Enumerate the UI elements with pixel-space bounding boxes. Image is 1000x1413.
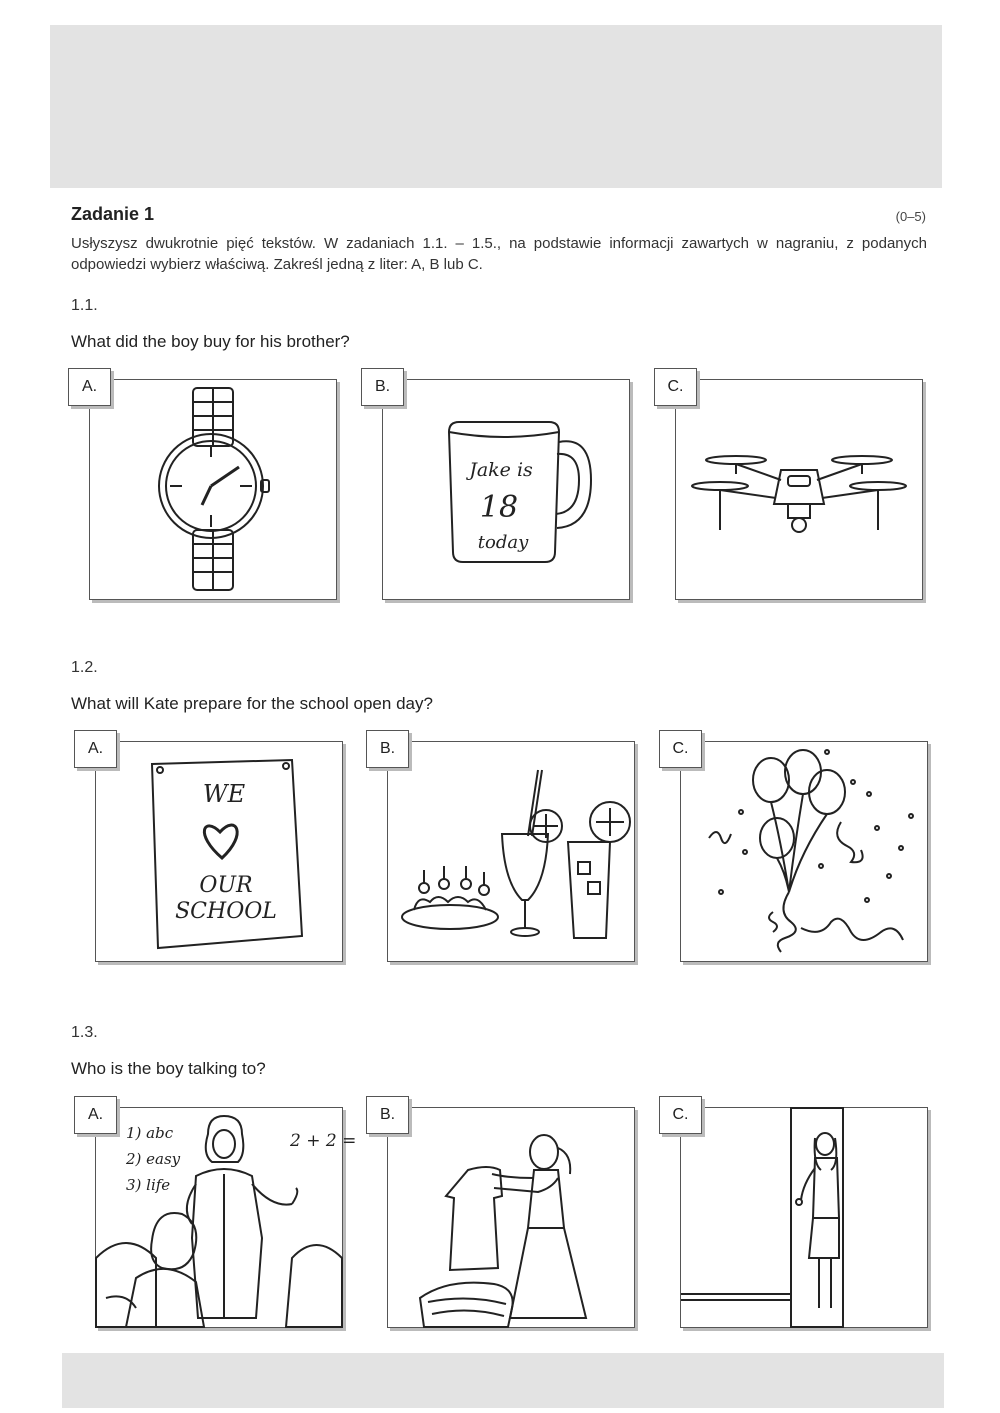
board-line-2: 2) easy — [126, 1150, 181, 1168]
question-number-1-2: 1.2. — [71, 659, 98, 676]
option-1-2-c[interactable] — [680, 741, 928, 962]
footer-gray-band — [62, 1353, 944, 1408]
option-1-3-a[interactable] — [95, 1107, 357, 1328]
option-1-3-b[interactable] — [387, 1107, 635, 1328]
option-letter-1-3-c[interactable]: C. — [659, 1096, 702, 1134]
option-letter-1-2-c[interactable]: C. — [659, 730, 702, 768]
question-text-1-3: Who is the boy talking to? — [71, 1059, 266, 1078]
option-1-3-c[interactable] — [680, 1107, 928, 1328]
snacks-drinks-icon — [388, 742, 634, 961]
option-1-2-b[interactable] — [387, 741, 635, 962]
question-text-1-2: What will Kate prepare for the school open day? — [71, 694, 433, 713]
question-number-1-1: 1.1. — [71, 297, 98, 314]
packing-woman-icon — [388, 1108, 634, 1327]
option-1-1-c[interactable] — [675, 379, 923, 600]
header-gray-band — [50, 25, 942, 188]
option-1-1-a[interactable] — [89, 379, 337, 600]
board-line-4: 2 + 2 = — [290, 1131, 357, 1151]
teacher-icon — [96, 1108, 357, 1327]
option-1-2-a[interactable] — [95, 741, 343, 962]
task-title: Zadanie 1 — [71, 204, 155, 224]
option-letter-1-1-b[interactable]: B. — [361, 368, 404, 406]
board-line-1: 1) abc — [126, 1124, 174, 1142]
option-letter-1-3-b[interactable]: B. — [366, 1096, 409, 1134]
mug-line-2: 18 — [479, 490, 519, 525]
board-line-3: 3) life — [126, 1176, 171, 1194]
option-letter-1-2-b[interactable]: B. — [366, 730, 409, 768]
option-letter-1-1-c[interactable]: C. — [654, 368, 697, 406]
mug-line-3: today — [477, 532, 529, 553]
poster-line-1: WE — [202, 780, 246, 808]
task-points: (0–5) — [895, 209, 926, 224]
wristwatch-icon — [90, 380, 336, 599]
option-letter-1-3-a[interactable]: A. — [74, 1096, 117, 1134]
option-1-1-b[interactable] — [382, 379, 630, 600]
balloons-icon — [681, 742, 927, 961]
woman-at-door-icon — [681, 1108, 927, 1327]
poster-line-2: OUR — [199, 873, 253, 898]
poster-line-3: SCHOOL — [175, 899, 277, 924]
option-letter-1-2-a[interactable]: A. — [74, 730, 117, 768]
mug-icon — [383, 380, 629, 599]
question-text-1-1: What did the boy buy for his brother? — [71, 332, 350, 351]
mug-line-1: Jake is — [469, 459, 533, 481]
poster-icon — [96, 742, 342, 961]
option-letter-1-1-a[interactable]: A. — [68, 368, 111, 406]
task-instruction: Usłyszysz dwukrotnie pięć tekstów. W zadaniach 1.1. – 1.5., na podstawie informacji zawartych w nagraniu, z podanych odpowiedzi wybierz właściwą. Zakreśl jedną z liter: A, B lub C. — [71, 235, 927, 273]
drone-icon — [676, 380, 922, 599]
question-number-1-3: 1.3. — [71, 1024, 98, 1041]
